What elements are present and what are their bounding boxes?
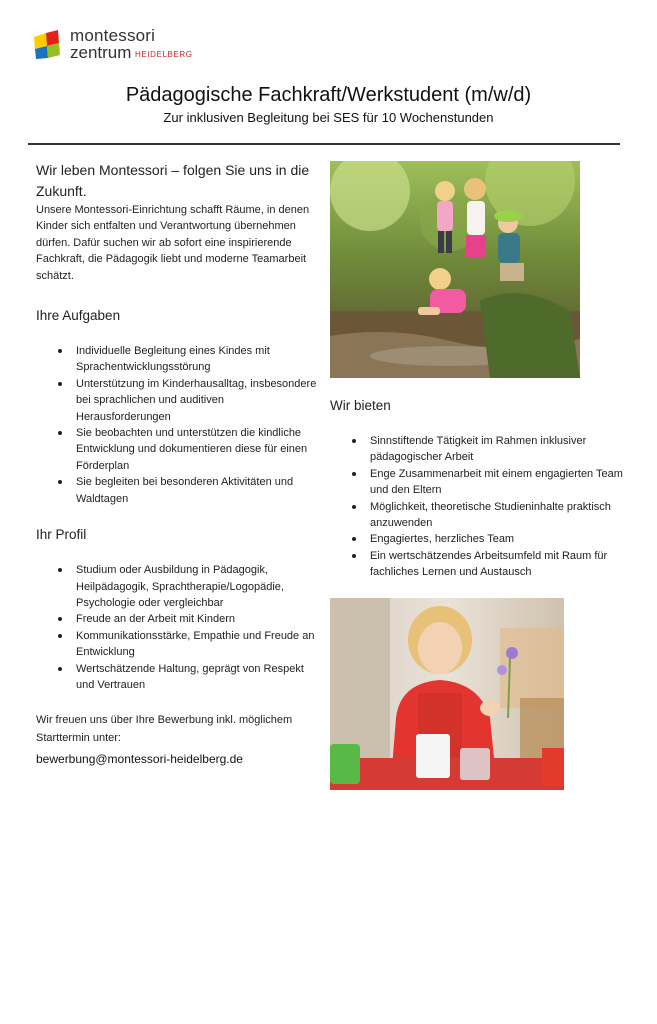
list-item: Freude an der Arbeit mit Kindern: [36, 611, 320, 627]
logo-text-montessori: montessori: [70, 26, 156, 45]
list-item: Möglichkeit, theoretische Studieninhalte praktisch anzuwenden: [330, 499, 630, 532]
list-item: Individuelle Begleitung eines Kindes mit Sprachentwicklungsstörung: [36, 343, 320, 376]
page-subtitle: Zur inklusiven Begleitung bei SES für 10 Wochenstunden: [163, 110, 494, 125]
child-photo-icon: [330, 598, 564, 790]
bieten-heading: Wir bieten: [330, 398, 391, 413]
bullet-icon: [352, 554, 356, 558]
logo-mark-icon: [32, 28, 64, 60]
list-item: Kommunikationsstärke, Empathie und Freude an Entwicklung: [36, 628, 320, 661]
list-item: Unterstützung im Kinderhausalltag, insbesondere bei sprachlichen und auditiven Herausforderungen: [36, 376, 320, 425]
bullet-icon: [58, 431, 62, 435]
bullet-icon: [58, 480, 62, 484]
logo-text-zentrum: zentrum: [70, 43, 132, 62]
logo-text-heidelberg: HEIDELBERG: [135, 50, 193, 59]
list-item: Sie begleiten bei besonderen Aktivitäten und Waldtagen: [36, 474, 320, 507]
bullet-icon: [352, 472, 356, 476]
bullet-icon: [352, 439, 356, 443]
closing-text: Wir freuen uns über Ihre Bewerbung inkl. möglichem Starttermin unter:: [36, 714, 293, 745]
bullet-icon: [352, 505, 356, 509]
bullet-icon: [58, 349, 62, 353]
profil-list: [36, 562, 320, 693]
list-item: Sinnstiftende Tätigkeit im Rahmen inklusiver pädagogischer Arbeit: [330, 433, 630, 466]
profil-heading: Ihr Profil: [36, 527, 87, 543]
list-item: Engagiertes, herzliches Team: [330, 531, 630, 547]
bullet-icon: [58, 667, 62, 671]
intro-text: Unsere Montessori-Einrichtung schafft Räume, in denen Kinder sich entfalten und Verantwortung übernehmen dürfen. Dafür suchen wir ab sofort eine inspirierende Fachkraft, die Pädagogik liebt und moderne Teamarbeit schätzt.: [36, 204, 310, 282]
right-column: [330, 398, 630, 581]
photo-child-table: [330, 598, 564, 790]
page-title: Pädagogische Fachkraft/Werkstudent (m/w/d): [125, 84, 532, 106]
bullet-icon: [58, 382, 62, 386]
list-item: Sie beobachten und unterstützen die kindliche Entwicklung und dokumentieren diese für einen Förderplan: [36, 425, 320, 474]
list-item: Enge Zusammenarbeit mit einem engagierten Team und den Eltern: [330, 466, 630, 499]
bullet-icon: [352, 537, 356, 541]
photo-children-forest: [330, 161, 580, 378]
bieten-list: [330, 433, 630, 581]
aufgaben-list: [36, 343, 320, 507]
list-item: Ein wertschätzendes Arbeitsumfeld mit Raum für fachliches Lernen und Austausch: [330, 548, 630, 581]
list-item: Studium oder Ausbildung in Pädagogik, Heilpädagogik, Sprachtherapie/Logopädie, Psychologie oder vergleichbar: [36, 562, 320, 611]
bullet-icon: [58, 568, 62, 572]
left-column: [36, 160, 320, 766]
intro-heading: Wir leben Montessori – folgen Sie uns in die Zukunft.: [36, 162, 310, 199]
bullet-icon: [58, 634, 62, 638]
header-divider: [28, 143, 620, 145]
logo: [32, 26, 193, 62]
aufgaben-heading: Ihre Aufgaben: [36, 308, 121, 324]
list-item: Wertschätzende Haltung, geprägt von Respekt und Vertrauen: [36, 661, 320, 694]
email-link[interactable]: bewerbung@montessori-heidelberg.de: [36, 752, 243, 767]
forest-photo-icon: [330, 161, 580, 378]
bullet-icon: [58, 617, 62, 621]
